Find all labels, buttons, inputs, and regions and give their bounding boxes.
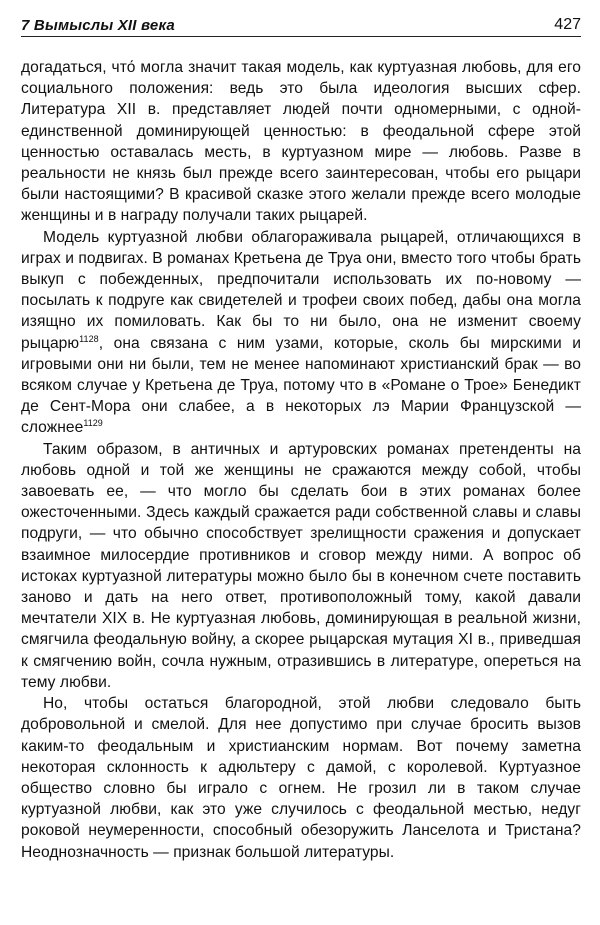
paragraph-2-part-1: Модель куртуазной любви облагораживала рыцарей, отличающихся в играх и подвигах. В романах Кретьена де Труа они, вместо того чтобы брать выкуп с побежденных, предпочитали использовать их по-новому — посылать к подруге как свидетелей и трофеи своих побед, дабы она могла изящно их помиловать. Как бы то ни было, она не изменит своему рыцарю — [21, 228, 581, 352]
paragraph-2-part-2: , она связана с ним узами, которые, сколь бы мирскими и игровыми они ни были, тем не менее напоминают христианский брак — во всяком случае у Кретьена де Труа, потому что в «Романе о Трое» Бенедикт де Сент-Мора они слабее, а в некоторых лэ Марии Французской — сложнее — [21, 334, 581, 437]
body-text — [21, 57, 581, 863]
paragraph-3: Таким образом, в античных и артуровских романах претенденты на любовь одной и той же женщины не сражаются между собой, чтобы завоевать ее, — что могло бы сделать бои в этих романах более ожесточенными. Здесь каждый сражается ради собственной славы и славы подруги, — что обычно способствует зрелищности сражения и допускает взаимное милосердие противников и сговор между ними. А вопрос об истоках куртуазной литературы можно было бы в конечном счете поставить заново и дать на него ответ, противоположный тому, какой давали мечтатели XIX в. Не куртуазная любовь, доминирующая в реальной жизни, смягчила феодальную войну, а скорее рыцарская мутация XI в., приведшая к смягчению войн, сочла нужным, отразившись в литературе, опереться на тему любви. — [21, 440, 581, 691]
running-header — [21, 8, 581, 37]
footnote-ref-1129: 1129 — [83, 418, 103, 429]
paragraph-2 — [21, 227, 581, 439]
book-page — [21, 8, 581, 863]
paragraph-4: Но, чтобы остаться благородной, этой любви следовало быть добровольной и смелой. Для нее допустимо при случае бросить вызов каким-то феодальным и христианским нормам. Вот почему заметна некоторая склонность к адюльтеру с дамой, с королевой. Куртуазное общество словно бы играло с огнем. Не грозил ли в таком случае куртуазной любви, как это уже случилось с феодальной местью, недуг роковой неумеренности, способный обезоружить Ланселота и Тристана? Неоднозначность — признак большой литературы. — [21, 695, 581, 861]
page-number: 427 — [554, 16, 581, 33]
chapter-title: 7 Вымыслы XII века — [21, 17, 175, 34]
paragraph-1: догадаться, что́ могла значит такая модель, как куртуазная любовь, для его социального положения: ведь это была идеология высших сфер. Литература XII в. представляет людей почти одномерными, с одной-единственной доминирующей ценностью: в феодальной сфере этой ценностью оставалась месть, в куртуазном мире — любовь. Разве в реальности не князь был прежде всего заинтересован, чтобы его рыцари были настоящими? В красивой сказке этого желали прежде всего молодые женщины и в награду получали таких рыцарей. — [21, 59, 581, 225]
footnote-ref-1128: 1128 — [79, 333, 99, 344]
